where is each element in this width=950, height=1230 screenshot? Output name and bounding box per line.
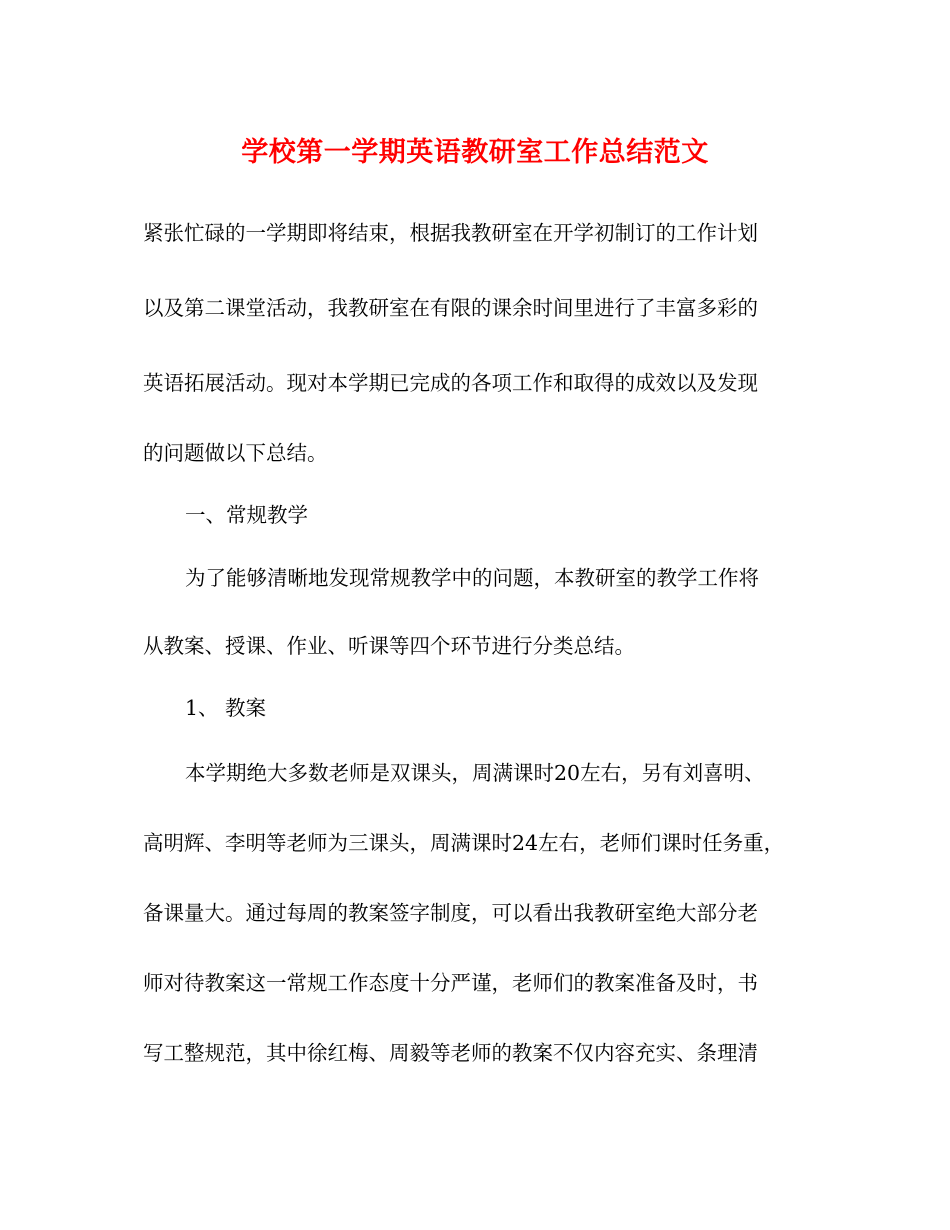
paragraph-line-6: 为了能够清晰地发现常规教学中的问题，本教研室的教学工作将	[185, 566, 759, 590]
paragraph-line-12: 师对待教案这一常规工作态度十分严谨，老师们的教案准备及时，书	[143, 971, 758, 995]
paragraph-line-3: 英语拓展活动。现对本学期已完成的各项工作和取得的成效以及发现	[143, 371, 758, 395]
paragraph-line-9: 本学期绝大多数老师是双课头，周满课时20左右，另有刘喜明、	[185, 761, 765, 785]
paragraph-line-10: 高明辉、李明等老师为三课头，周满课时24左右，老师们课时任务重，	[143, 831, 785, 855]
paragraph-line-13: 写工整规范，其中徐红梅、周毅等老师的教案不仅内容充实、条理清	[143, 1041, 758, 1065]
subsection-heading: 1、 教案	[185, 696, 267, 720]
document-title: 学校第一学期英语教研室工作总结范文	[241, 137, 709, 168]
section-heading: 一、常规教学	[185, 503, 308, 527]
paragraph-line-7: 从教案、授课、作业、听课等四个环节进行分类总结。	[143, 634, 635, 658]
paragraph-line-2: 以及第二课堂活动，我教研室在有限的课余时间里进行了丰富多彩的	[143, 296, 758, 320]
paragraph-line-4: 的问题做以下总结。	[143, 441, 328, 465]
paragraph-line-1: 紧张忙碌的一学期即将结束，根据我教研室在开学初制订的工作计划	[143, 221, 758, 245]
paragraph-line-11: 备课量大。通过每周的教案签字制度，可以看出我教研室绝大部分老	[143, 901, 758, 925]
